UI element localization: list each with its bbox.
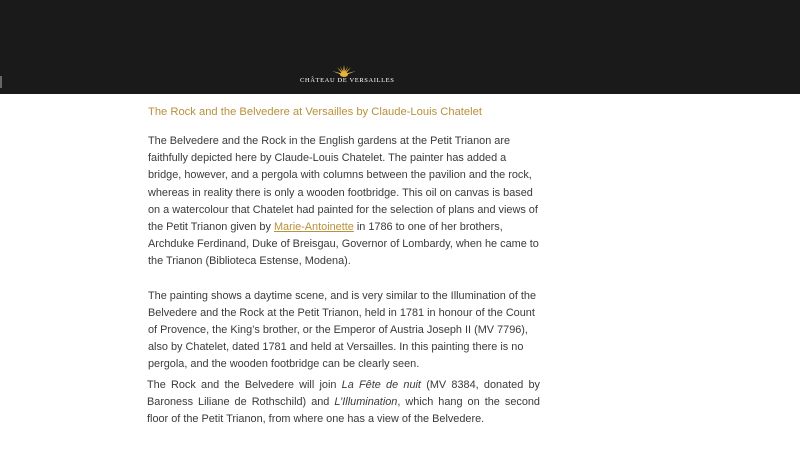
fete-de-nuit-title: La Fête de nuit [341, 378, 421, 391]
article-content [148, 104, 540, 428]
illumination-title: L’Illumination [334, 395, 398, 408]
paragraph-1-text-b: in 1786 to one of her brothers, Archduke Ferdinand, Duke of Breisgau, Governor of Lombardy, when he came to the Trianon (Biblioteca Estense, Modena). [148, 221, 539, 268]
site-header [0, 0, 800, 94]
article-title: The Rock and the Belvedere at Versailles by Claude-Louis Chatelet [148, 106, 482, 118]
paragraph-3-text-a: The Rock and the Belvedere will join [147, 378, 342, 391]
logo-text: CHÂTEAU DE VERSAILLES [300, 77, 395, 84]
paragraph-3 [147, 377, 540, 429]
scroll-edge-marker [0, 76, 2, 88]
paragraph-3-text-b: (MV 8384, donated by Baroness Liliane de Rothschild) and [147, 378, 541, 408]
chateau-de-versailles-logo[interactable] [300, 63, 395, 87]
paragraph-3-text-c: , which hang on the second floor of the Petit Trianon, from where one has a view of the Belvedere. [147, 395, 540, 426]
paragraph-1 [148, 133, 540, 271]
paragraph-1-text-a: The Belvedere and the Rock in the English gardens at the Petit Trianon are faithfully depicted here by Claude-Louis Chatelet. The painter has added a bridge, however, and a pergola with columns between the pavilion and the rock, whereas in reality there is only a wooden footbridge. This oil on canvas is based on a watercolour that Chatelet had painted for the selection of plans and views of the Petit Trianon given by [148, 135, 538, 234]
paragraph-2: The painting shows a daytime scene, and is very similar to the Illumination of the Belvedere and the Rock at the Petit Trianon, held in 1781 in honour of the Count of Provence, the King’s brother, or the Emperor of Austria Joseph II (MV 7796), also by Chatelet, dated 1781 and held at Versailles. In this painting there is no pergola, and the wooden footbridge can be clearly seen. [148, 289, 537, 371]
marie-antoinette-link[interactable]: Marie-Antoinette [273, 221, 354, 234]
sun-emblem-icon [329, 63, 359, 77]
